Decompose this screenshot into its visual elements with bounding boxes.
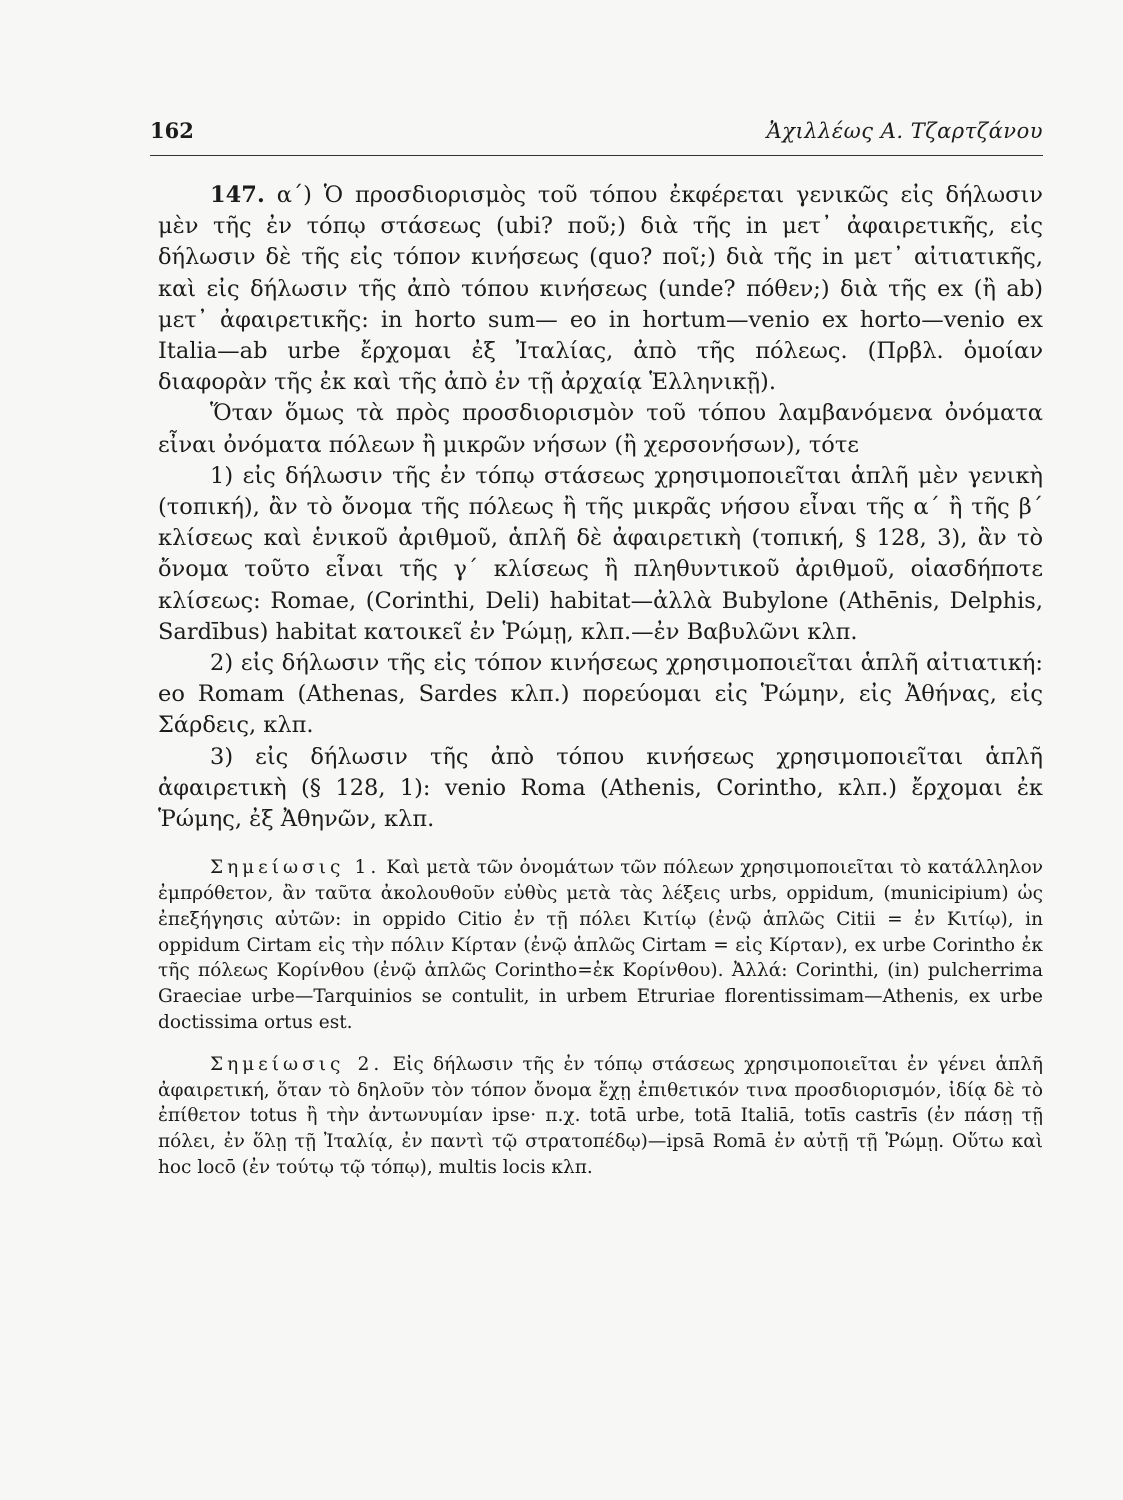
paragraph-147a — [158, 180, 1043, 398]
paragraph-rule-3: 3) εἰς δήλωσιν τῆς ἀπὸ τόπου κινήσεως χρησιμοποιεῖται ἁπλῆ ἀφαιρετικὴ (§ 128, 1): venio Roma (Athenis, Corintho, κλπ.) ἔρχομαι ἐκ Ῥώμης, ἐξ Ἀθηνῶν, κλπ. — [158, 743, 1043, 833]
running-header — [150, 118, 1043, 156]
note-label: Σημείωσις 1. — [210, 857, 381, 879]
note-text: Εἰς δήλωσιν τῆς ἐν τόπῳ στάσεως χρησιμοποιεῖται ἐν γένει ἁπλῆ ἀφαιρετική, ὅταν τὸ δηλοῦν τὸν τόπον ὄνομα ἔχῃ ἐπιθετικόν τινα προσδιορισμόν, ἰδίᾳ δὲ τὸ ἐπίθετον totus ἢ τὴν ἀντωνυμίαν ipse· π.χ. totā urbe, totā Italiā, totīs castrīs (ἐν πάσῃ τῇ πόλει, ἐν ὅλῃ τῇ Ἰταλίᾳ, ἐν παντὶ τῷ στρατοπέδῳ)—ipsā Romā ἐν αὐτῇ τῇ Ῥώμῃ. Οὕτω καὶ hoc locō (ἐν τούτῳ τῷ τόπῳ), multis locis κλπ. — [158, 1053, 1043, 1179]
note-label: Σημείωσις 2. — [210, 1053, 384, 1075]
note-text: Καὶ μετὰ τῶν ὀνομάτων τῶν πόλεων χρησιμοποιεῖται τὸ κατάλληλον ἐμπρόθετον, ἂν ταῦτα ἀκολουθοῦν εὐθὺς μετὰ τὰς λέξεις urbs, oppidum, (municipium) ὡς ἐπεξήγησις αὐτῶν: in oppido Citio ἐν τῇ πόλει Κιτίῳ (ἐνῷ ἁπλῶς Citii = ἐν Κιτίῳ), in oppidum Cirtam εἰς τὴν πόλιν Κίρταν (ἐνῷ ἁπλῶς Cirtam = εἰς Κίρταν), ex urbe Corintho ἐκ τῆς πόλεως Κορίνθου (ἐνῷ ἁπλῶς Corintho=ἐκ Κορίνθου). Ἀλλά: Corinthi, (in) pulcherrima Graeciae urbe—Tarquinios se contulit, in urbem Etruriae florentissimam—Athenis, ex urbe doctissima ortus est. — [158, 857, 1043, 1034]
page-number: 162 — [150, 118, 194, 143]
paragraph-rule-2: 2) εἰς δήλωσιν τῆς εἰς τόπον κινήσεως χρησιμοποιεῖται ἁπλῆ αἰτιατική: eo Romam (Athenas, Sardes κλπ.) πορεύομαι εἰς Ῥώμην, εἰς Ἀθήνας, εἰς Σάρδεις, κλπ. — [158, 650, 1043, 739]
paragraph-rule-1: 1) εἰς δήλωσιν τῆς ἐν τόπῳ στάσεως χρησιμοποιεῖται ἁπλῆ μὲν γενικὴ (τοπική), ἂν τὸ ὄνομα τῆς πόλεως ἢ τῆς μικρᾶς νήσου εἶναι τῆς α΄ ἢ τῆς β΄ κλίσεως καὶ ἑνικοῦ ἀριθμοῦ, ἁπλῆ δὲ ἀφαιρετικὴ (τοπική, § 128, 3), ἂν τὸ ὄνομα τοῦτο εἶναι τῆς γ΄ κλίσεως ἢ πληθυντικοῦ ἀριθμοῦ, οἱασδήποτε κλίσεως: Romae, (Corinthi, Deli) habitat—ἀλλὰ Bubylone (Athēnis, Delphis, Sardībus) habitat κατοικεῖ ἐν Ῥώμῃ, κλπ.—ἐν Βαβυλῶνι κλπ. — [158, 462, 1043, 645]
page-body — [158, 180, 1043, 1181]
running-author: Ἀχιλλέως Α. Τζαρτζάνου — [766, 119, 1043, 143]
notes-section — [158, 855, 1043, 1181]
main-text — [158, 180, 1043, 835]
note-1 — [158, 855, 1043, 1036]
paragraph-city-names: Ὅταν ὅμως τὰ πρὸς προσδιορισμὸν τοῦ τόπου λαμβανόμενα ὀνόματα εἶναι ὀνόματα πόλεων ἢ μικρῶν νήσων (ἢ χερσονήσων), τότε — [158, 400, 1043, 458]
section-number: 147. — [210, 182, 265, 208]
note-2 — [158, 1052, 1043, 1181]
paragraph-text: α΄) Ὁ προσδιορισμὸς τοῦ τόπου ἐκφέρεται γενικῶς εἰς δήλωσιν μὲν τῆς ἐν τόπῳ στάσεως (ubi? ποῦ;) διὰ τῆς in μετ᾽ ἀφαιρετικῆς, εἰς δήλωσιν δὲ τῆς εἰς τόπον κινήσεως (quo? ποῖ;) διὰ τῆς in μετ᾽ αἰτιατικῆς, καὶ εἰς δήλωσιν τῆς ἀπὸ τόπου κινήσεως (unde? πόθεν;) διὰ τῆς ex (ἢ ab) μετ᾽ ἀφαιρετικῆς: in horto sum— eo in hortum—venio ex horto—venio ex Italia—ab urbe ἔρχομαι ἐξ Ἰταλίας, ἀπὸ τῆς πόλεως. (Πρβλ. ὁμοίαν διαφορὰν τῆς ἐκ καὶ τῆς ἀπὸ ἐν τῇ ἀρχαίᾳ Ἑλληνικῇ). — [158, 182, 1043, 396]
